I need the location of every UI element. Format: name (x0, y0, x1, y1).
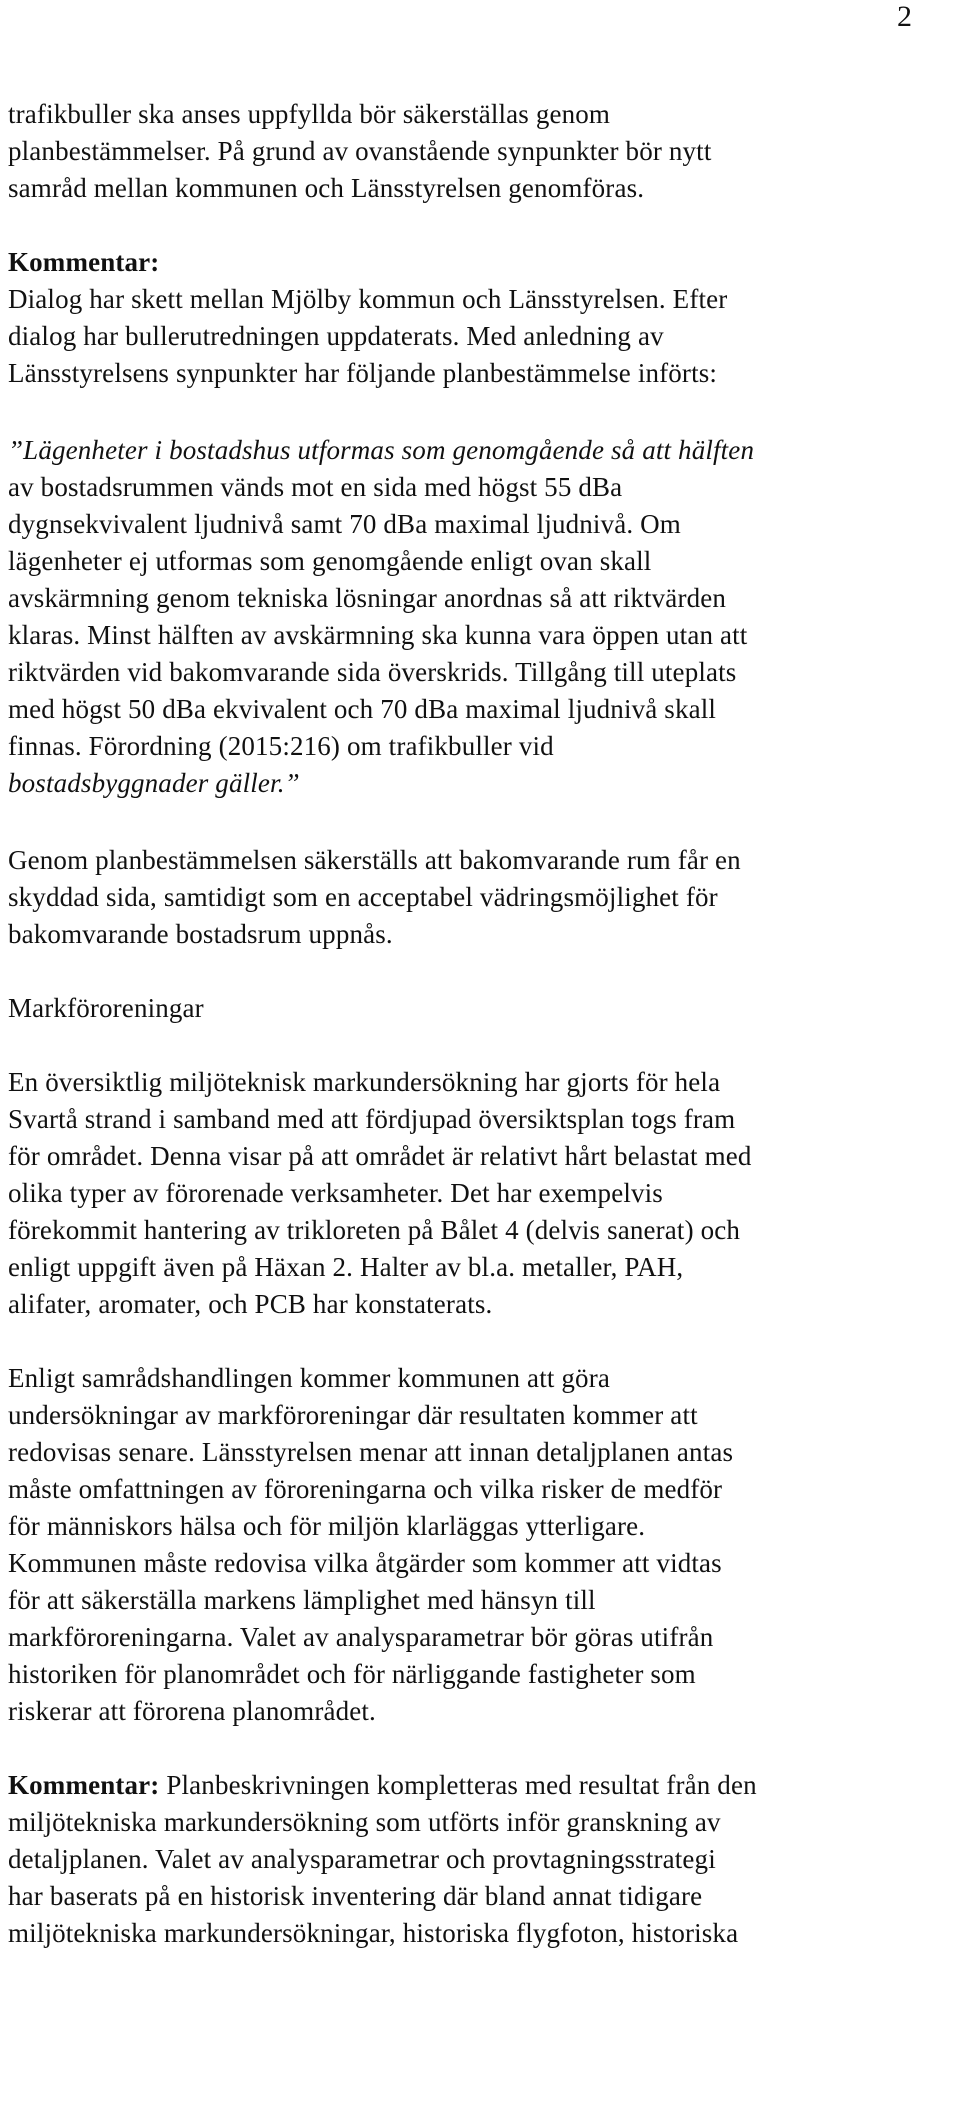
samradshandling-paragraph: Enligt samrådshandlingen kommer kommunen att göra undersökningar av markföroreningar där resultaten kommer att redovisas senare. Länsstyrelsen menar att innan detaljplanen antas måste omfattningen av föroreningarna och vilka risker de medför för människors hälsa och för miljön klarläggas ytterligare. Kommunen måste redovisa vilka åtgärder som kommer att vidtas för att säkerställa markens lämplighet med hänsyn till markföroreningarna. Valet av analysparametrar bör göras utifrån historiken för planområdet och för närliggande fastigheter som riskerar att förorena planområdet. (8, 1363, 734, 1726)
markundersokning-paragraph: En översiktlig miljöteknisk markundersökning har gjorts för hela Svartå strand i samband med att fördjupad översiktsplan togs fram för området. Denna visar på att området är relativt hårt belastat med olika typer av förorenade verksamheter. Det har exempelvis förekommit hantering av trikloreten på Bålet 4 (delvis sanerat) och enligt uppgift även på Häxan 2. Halter av bl.a. metaller, PAH, alifater, aromater, och PCB har konstaterats. (8, 1067, 752, 1319)
comment-paragraph: Dialog har skett mellan Mjölby kommun och Länsstyrelsen. Efter dialog har bullerutredningen uppdaterats. Med anledning av Länsstyrelsens synpunkter har följande planbestämmelse införts: (8, 284, 728, 388)
planbestammelse-paragraph: Genom planbestämmelsen säkerställs att bakomvarande rum får en skyddad sida, samtidigt som en acceptabel vädringsmöjlighet för bakomvarande bostadsrum uppnås. (8, 845, 741, 949)
quote-opening-line: ”Lägenheter i bostadshus utformas som genomgående så att hälften (8, 435, 755, 465)
section-heading-markfororeningar: Markföroreningar (8, 993, 204, 1023)
quoted-regulation (8, 432, 960, 802)
page-number: 2 (897, 0, 912, 33)
intro-paragraph: trafikbuller ska anses uppfyllda bör säkerställas genom planbestämmelser. På grund av ovanstående synpunkter bör nytt samråd mellan kommunen och Länsstyrelsen genomföras. (8, 99, 712, 203)
comment2-paragraph (8, 1767, 960, 1952)
quote-body: av bostadsrummen vänds mot en sida med högst 55 dBa dygnsekvivalent ljudnivå samt 70 dBa maximal ljudnivå. Om lägenheter ej utformas som genomgående enligt ovan skall avskärmning genom tekniska lösningar anordnas så att riktvärden klaras. Minst hälften av avskärmning ska kunna vara öppen utan att riktvärden vid bakomvarande sida överskrids. Tillgång till uteplats med högst 50 dBa ekvivalent och 70 dBa maximal ljudnivå skall finnas. Förordning (2015:216) om trafikbuller vid (8, 472, 748, 761)
document-body (8, 96, 960, 1952)
comment-label: Kommentar: (8, 247, 160, 277)
comment2-label: Kommentar: (8, 1770, 160, 1800)
comment2-body: Planbeskrivningen kompletteras med resultat från den miljötekniska markundersökning som utförts inför granskning av detaljplanen. Valet av analysparametrar och provtagningsstrategi har baserats på en historisk inventering där bland annat tidigare miljötekniska markundersökningar, historiska flygfoton, historiska (8, 1770, 757, 1948)
quote-closing-line: bostadsbyggnader gäller.” (8, 768, 300, 798)
